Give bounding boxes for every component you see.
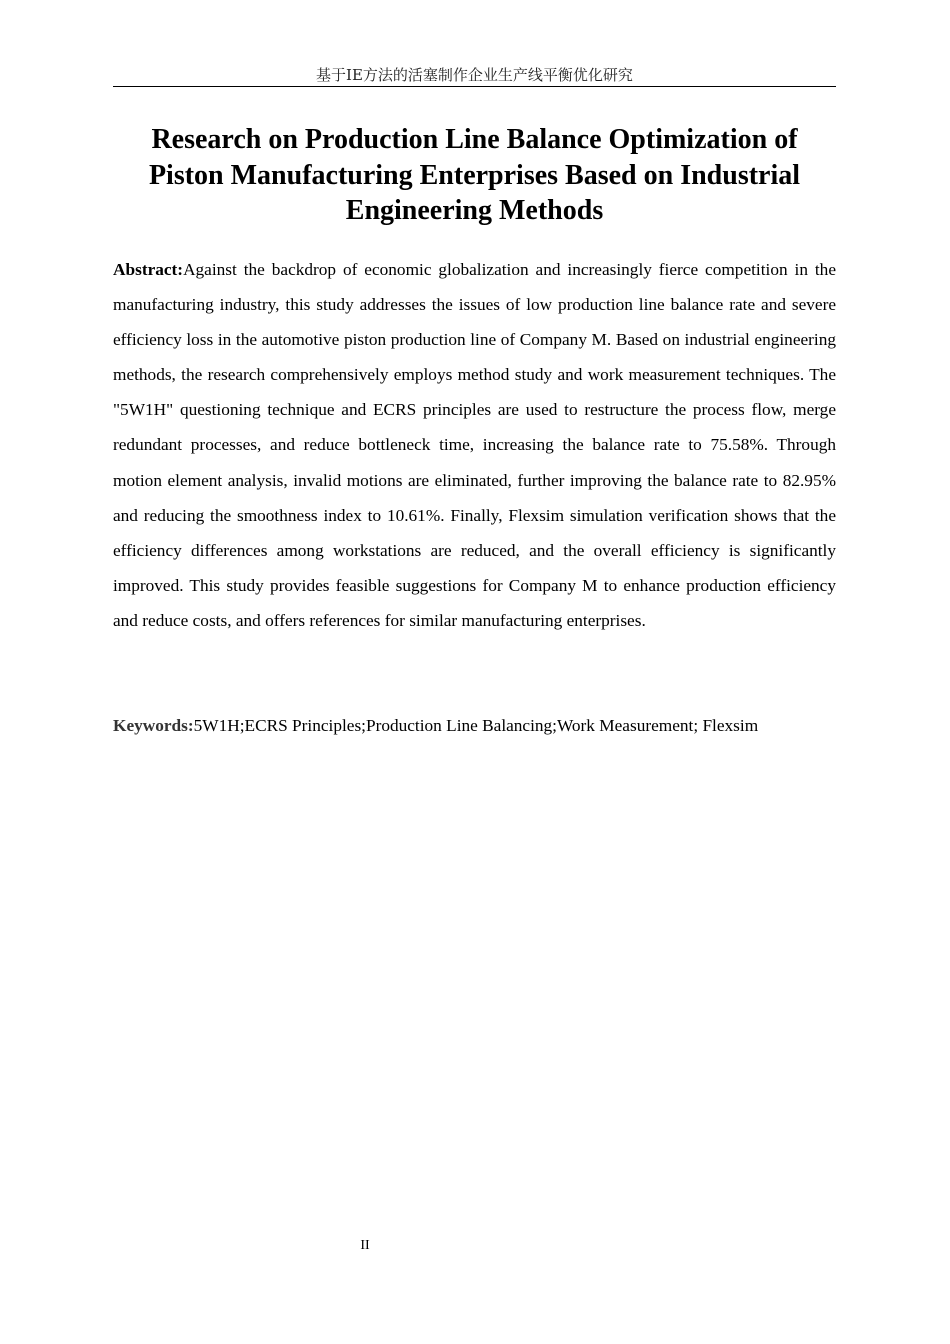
keywords-line <box>113 708 853 743</box>
running-header-text: 基于IE方法的活塞制作企业生产线平衡优化研究 <box>316 66 633 84</box>
keywords-text: 5W1H;ECRS Principles;Production Line Balancing;Work Measurement; Flexsim <box>193 716 759 735</box>
abstract-text: Against the backdrop of economic globalization and increasingly fierce competition in the manufacturing industry, this study addresses the issues of low production line balance rate and severe efficiency loss in the automotive piston production line of Company M. Based on industrial engineering methods, the research comprehensively employs method study and work measurement techniques. The "5W1H" questioning technique and ECRS principles are used to restructure the process flow, merge redundant processes, and reduce bottleneck time, increasing the balance rate to 75.58%. Through motion element analysis, invalid motions are eliminated, further improving the balance rate to 82.95% and reducing the smoothness index to 10.61%. Finally, Flexsim simulation verification shows that the efficiency differences among workstations are reduced, and the overall efficiency is significantly improved. This study provides feasible suggestions for Company M to enhance production efficiency and reduce costs, and offers references for similar manufacturing enterprises. <box>113 260 836 630</box>
page-number: II <box>360 1238 370 1253</box>
keywords-label: Keywords: <box>113 716 194 735</box>
abstract-label: Abstract: <box>113 260 184 279</box>
paper-title: Research on Production Line Balance Optimization of Piston Manufacturing Enterprises Based on Industrial Engineering Methods <box>148 124 801 226</box>
abstract-paragraph <box>113 252 836 638</box>
running-header <box>113 64 836 87</box>
